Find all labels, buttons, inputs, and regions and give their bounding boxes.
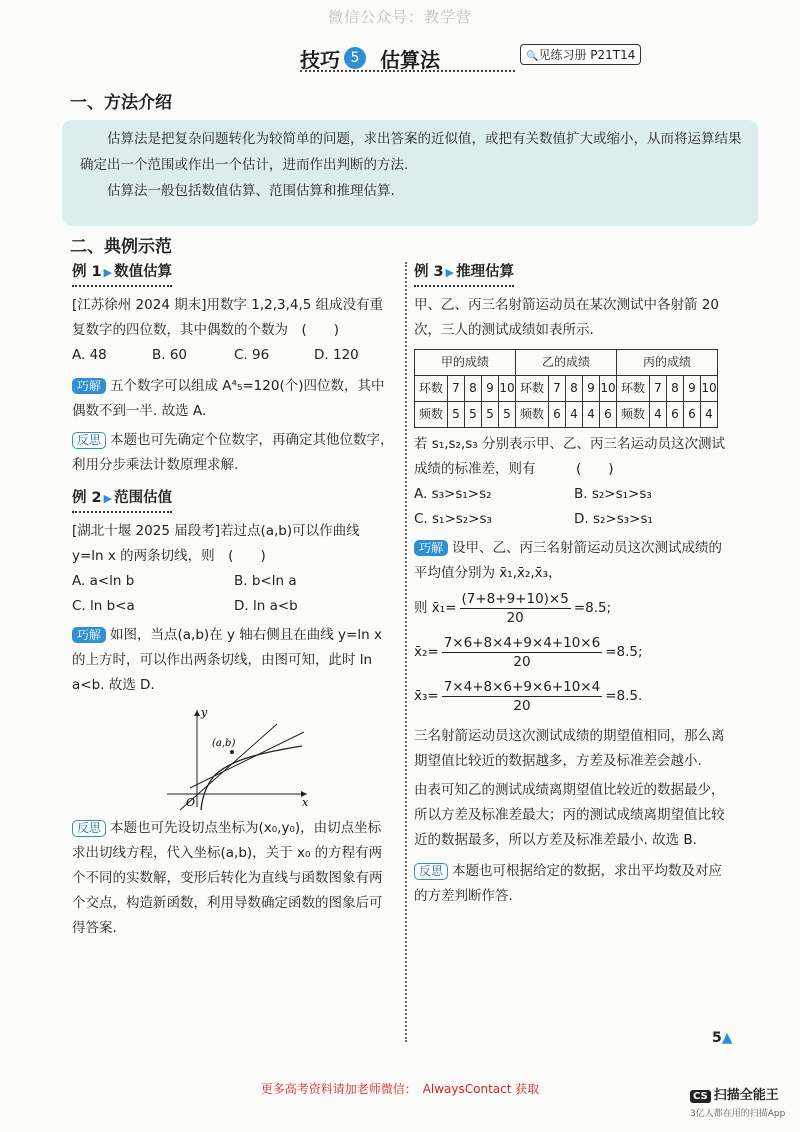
header-name: 估算法 [380,47,440,72]
right-column [414,260,732,909]
point-ab-label: (a,b) [212,738,236,749]
example-1-solution: 巧解 五个数字可以组成 A⁴₅=120(个)四位数，其中偶数不到一半. 故选 A. [72,378,385,419]
example-2-solution: 巧解 如图，当点(a,b)在 y 轴右侧且在曲线 y=ln x 的上方时，可以作出两条切线，由图可知，此时 ln a<b. 故选 D. [72,627,382,693]
score-table [414,349,718,428]
page-mark-icon: ▲ [721,1030,733,1046]
left-column [72,260,394,941]
example-1-stem: [江苏徐州 2024 期末]用数字 1,2,3,4,5 组成没有重复数字的四位数，其中偶数的个数为 ( ) [72,297,384,338]
point-ab [230,750,234,754]
example-3-reasoning-2: 由表可知乙的测试成绩离期望值比较近的数据最少，所以方差及标准差最大；丙的测试成绩离期望值比较近的数据最多，所以方差及标准差最小. 故选 B. [414,782,725,848]
table-row: 频数 5 5 5 5 频数 6 4 4 6 频数 4 6 6 4 [415,402,718,428]
watermark: 微信公众号：教学营 [327,8,472,26]
mean-equation-3: x̄₃= $\frac{7\times 4+8\times 6+9\times 6+10\times 4}{20}$ =8.5. [414,678,643,714]
header-prefix: 技巧 [300,47,340,72]
example-3-options: A. s₃>s₁>s₂ B. s₂>s₁>s₃ [414,486,652,502]
y-axis-label: y [201,706,208,719]
footer-note: 更多高考资料请加老师微信： AlwaysContact 获取 [260,1082,540,1096]
workbook-reference: 🔍见练习册 P21T14 [520,44,641,65]
intro-paragraph: 估算法是把复杂问题转化为较简单的问题，求出答案的近似值，或把有关数值扩大或缩小，从而将运算结果确定出一个范围或作出一个估计，进而作出判断的方法. [80,131,742,173]
example-2-options: C. ln b<a D. ln a<b [72,598,298,614]
mean-equation-1: 则 x̄₁= $\frac{(7+8+9+10)\times 5}{20}$ =8.5; [414,590,612,626]
intro-box [62,120,758,226]
intro-paragraph: 估算法一般包括数值估算、范围估算和推理估算. [107,183,395,199]
example-3-reflection: 反思 本题也可根据给定的数据，求出平均数及对应的方差判断作答. [414,863,723,904]
table-group-header: 甲的成绩 [415,350,516,376]
example-1-reflection: 反思 本题也可先确定个位数字，再确定其他位数字，利用分步乘法计数原理求解. [72,432,394,473]
table-group-header: 丙的成绩 [617,350,718,376]
example-2-heading: 例 2 ▶ 范围估值 [72,486,172,513]
example-2-stem: [湖北十堰 2025 届段考]若过点(a,b)可以作曲线 y=ln x 的两条切线，则 ( ) [72,523,360,564]
example-3-solution: 巧解 设甲、乙、丙三名射箭运动员这次测试成绩的平均值分别为 x̄₁,x̄₂,x̄₃， [414,540,723,581]
example-3-options: C. s₁>s₂>s₃ D. s₂>s₃>s₁ [414,511,653,527]
example-3-question: 若 s₁,s₂,s₃ 分别表示甲、乙、丙三名运动员这次测试成绩的标准差，则有 ( ) [414,436,726,477]
example-3-reasoning-1: 三名射箭运动员这次测试成绩的期望值相同，那么离期望值比较近的数据越多，方差及标准差会越小. [414,728,725,769]
scanner-tagline: 3亿人都在用的扫描App [690,1109,786,1119]
origin-label: O [186,796,196,809]
page-number: 5▲ [712,1030,733,1046]
mean-equation-2: x̄₂= $\frac{7\times 6+8\times 4+9\times 4+10\times 6}{20}$ =8.5; [414,634,643,670]
column-divider [405,262,407,1042]
example-2-reflection: 反思 本题也可先设切点坐标为(x₀,y₀)，由切点坐标求出切线方程，代入坐标(a,b)，关于 x₀ 的方程有两个不同的实数解，变形后转化为直线与函数图象有两个交点，构造新函数，利用导数确定函数的图象后可得答案. [72,820,383,936]
scanner-brand: CS 扫描全能王 [690,1084,779,1103]
table-group-header: 乙的成绩 [516,350,617,376]
example-2-options: A. a<ln b B. b<ln a [72,573,297,589]
header-underline [300,70,515,72]
table-row: 环数 7 8 9 10 环数 7 8 9 10 环数 7 8 9 10 [415,376,718,402]
example-1-options: A. 48 B. 60 C. 96 D. 120 [72,347,359,363]
scanner-logo-icon: CS [690,1090,711,1103]
header-number: 5 [344,47,366,69]
y-axis-arrow [194,710,200,716]
section-title-examples: 二、典例示范 [70,237,172,257]
search-icon: 🔍 [526,51,539,62]
example-3-stem: 甲、乙、丙三名射箭运动员在某次测试中各射箭 20 次，三人的测试成绩如表所示. [414,297,719,338]
x-axis-label: x [302,796,309,809]
section-title-method: 一、方法介绍 [70,93,172,113]
example-3-heading: 例 3 ▶ 推理估算 [414,260,514,287]
tangent-line-2 [190,732,304,788]
example-1-heading: 例 1 ▶ 数值估算 [72,260,172,287]
tangent-graph [72,702,394,812]
